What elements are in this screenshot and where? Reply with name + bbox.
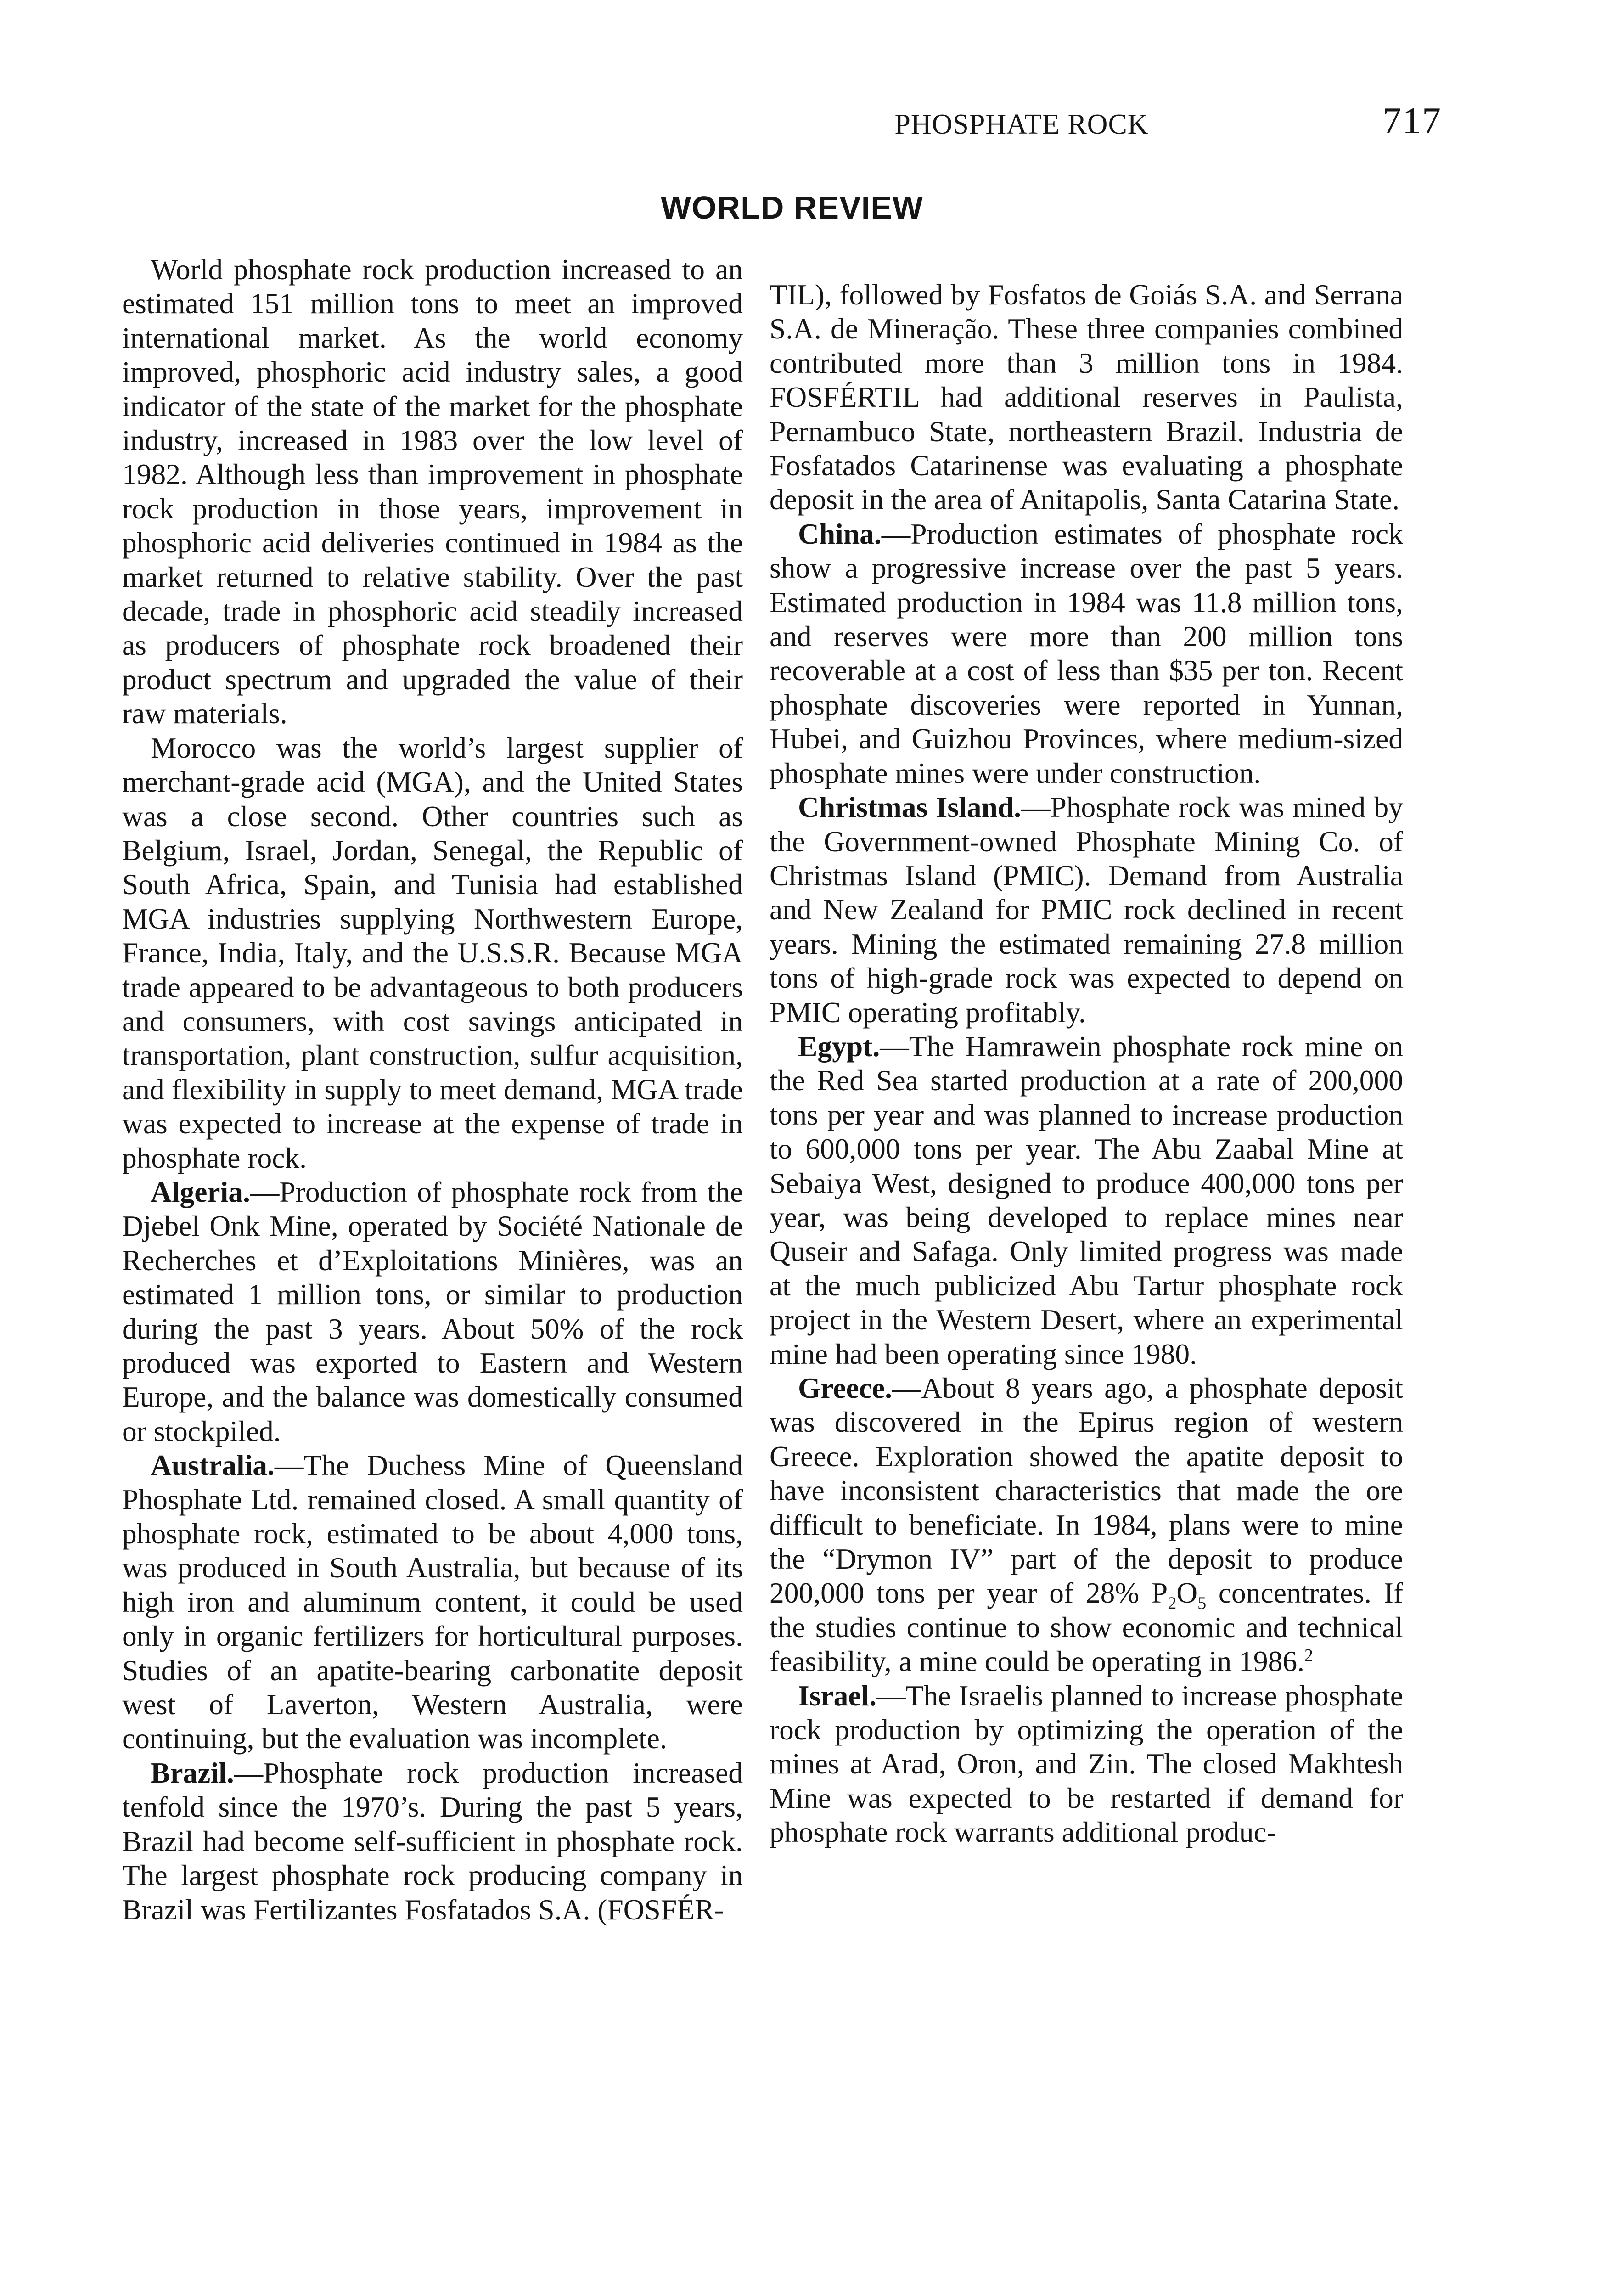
p2o5-subscript-5: 5 [1197,1594,1207,1614]
section-heading: WORLD REVIEW [661,190,923,225]
algeria-text: —Production of phosphate rock from the Djebel Onk Mine, operated by Société Nationale de Recherches et d’Exploitations Minières, was an estimated 1 million tons, or similar to production during the past 3 years. About 50% of the rock produced was exported to Eastern and Western Europe, and the balance was domestically consumed or stockpiled. [122,1175,743,1447]
paragraph-brazil-continued: TIL), followed by Fosfatos de Goiás S.A. and Serrana S.A. de Mineração. These three companies combined contributed more than 3 million tons in 1984. FOSFÉRTIL had additional reserves in Paulista, Pernambuco State, northeastern Brazil. Industria de Fosfatados Catarinense was evaluating a phosphate deposit in the area of Anitapolis, Santa Catarina State. [770,278,1403,516]
p2o5-subscript-2: 2 [1168,1594,1177,1614]
country-heading-egypt: Egypt. [798,1030,880,1063]
paragraph-christmas-island [770,790,1403,1030]
country-heading-algeria: Algeria. [151,1175,250,1208]
greece-text-part-a: —About 8 years ago, a phosphate deposit was discovered in the Epirus region of western Greece. Exploration showed the apatite deposit to have inconsistent characteristics that made the ore difficult to beneficiate. In 1984, plans were to mine the “Drymon IV” part of the deposit to produce 200,000 tons per year of 28% P [770,1372,1403,1609]
china-text: —Production estimates of phosphate rock show a progressive increase over the past 5 years. Estimated production in 1984 was 11.8 million tons, and reserves were more than 200 million tons recoverable at a cost of less than $35 per ton. Recent phosphate discoveries were reported in Yunnan, Hubei, and Guizhou Provinces, where medium-sized phosphate mines were under construction. [770,517,1403,789]
paragraph-israel [770,1679,1403,1850]
paragraph-algeria [122,1175,743,1448]
egypt-text: —The Hamrawein phosphate rock mine on the Red Sea started production at a rate of 200,000 tons per year and was planned to increase production to 600,000 tons per year. The Abu Zaabal Mine at Sebaiya West, designed to produce 400,000 tons per year, was being developed to replace mines near Quseir and Safaga. Only limited progress was made at the much publicized Abu Tartur phosphate rock project in the Western Desert, where an experimental mine had been operating since 1980. [770,1030,1403,1370]
paragraph-greece [770,1371,1403,1679]
australia-text: —The Duchess Mine of Queensland Phosphate Ltd. remained closed. A small quantity of phosphate rock, estimated to be about 4,000 tons, was produced in South Australia, but because of its high iron and aluminum content, it could be used only in organic fertilizers for horticultural purposes. Studies of an apatite-bearing carbonatite deposit west of Laverton, Western Australia, were continuing, but the evaluation was incomplete. [122,1449,743,1755]
paragraph-australia [122,1448,743,1756]
country-heading-china: China. [798,517,882,550]
country-heading-christmas-island: Christmas Island. [798,791,1021,824]
paragraph-brazil [122,1756,743,1927]
paragraph-morocco-mga: Morocco was the world’s largest supplier of merchant-grade acid (MGA), and the United States was a close second. Other countries such as Belgium, Israel, Jordan, Senegal, the Republic of South Africa, Spain, and Tunisia had established MGA industries supplying Northwestern Europe, France, India, Italy, and the U.S.S.R. Because MGA trade appeared to be advantageous to both producers and consumers, with cost savings anticipated in transportation, plant construction, sulfur acquisition, and flexibility in supply to meet demand, MGA trade was expected to increase at the expense of trade in phosphate rock. [122,731,743,1174]
country-heading-australia: Australia. [151,1449,275,1482]
greece-text-part-b: concentrates. If the studies continue to show economic and technical feasibility, a mine could be operating in 1986. [770,1576,1403,1678]
page-number: 717 [1382,100,1442,141]
country-heading-israel: Israel. [798,1679,877,1712]
country-heading-greece: Greece. [798,1372,893,1404]
israel-text: —The Israelis planned to increase phosphate rock production by optimizing the operation of the mines at Arad, Oron, and Zin. The closed Makhtesh Mine was expected to be restarted if demand for phosphate rock warrants additional produc- [770,1679,1403,1849]
footnote-reference: 2 [1304,1646,1314,1666]
country-heading-brazil: Brazil. [151,1756,234,1789]
paragraph-world-production: World phosphate rock production increased to an estimated 151 million tons to meet an improved international market. As the world economy improved, phosphoric acid industry sales, a good indicator of the state of the market for the phosphate industry, increased in 1983 over the low level of 1982. Although less than improvement in phosphate rock production in those years, improvement in phosphoric acid deliveries continued in 1984 as the market returned to relative stability. Over the past decade, trade in phosphoric acid steadily increased as producers of phosphate rock broadened their product spectrum and upgraded the value of their raw materials. [122,253,743,730]
christmas-island-text: —Phosphate rock was mined by the Government-owned Phosphate Mining Co. of Christmas Island (PMIC). Demand from Australia and New Zealand for PMIC rock declined in recent years. Mining the estimated remaining 27.8 million tons of high-grade rock was expected to depend on PMIC operating profitably. [770,791,1403,1029]
running-title: PHOSPHATE ROCK [894,109,1149,140]
left-column [122,253,743,1927]
paragraph-egypt [770,1030,1403,1371]
right-column [770,278,1403,1850]
p2o5-oxygen: O [1176,1576,1198,1609]
paragraph-china [770,517,1403,790]
brazil-text: —Phosphate rock production increased tenfold since the 1970’s. During the past 5 years, Brazil had become self-sufficient in phosphate rock. The largest phosphate rock producing company in Brazil was Fertilizantes Fosfatados S.A. (FOSFÉR- [122,1756,743,1926]
